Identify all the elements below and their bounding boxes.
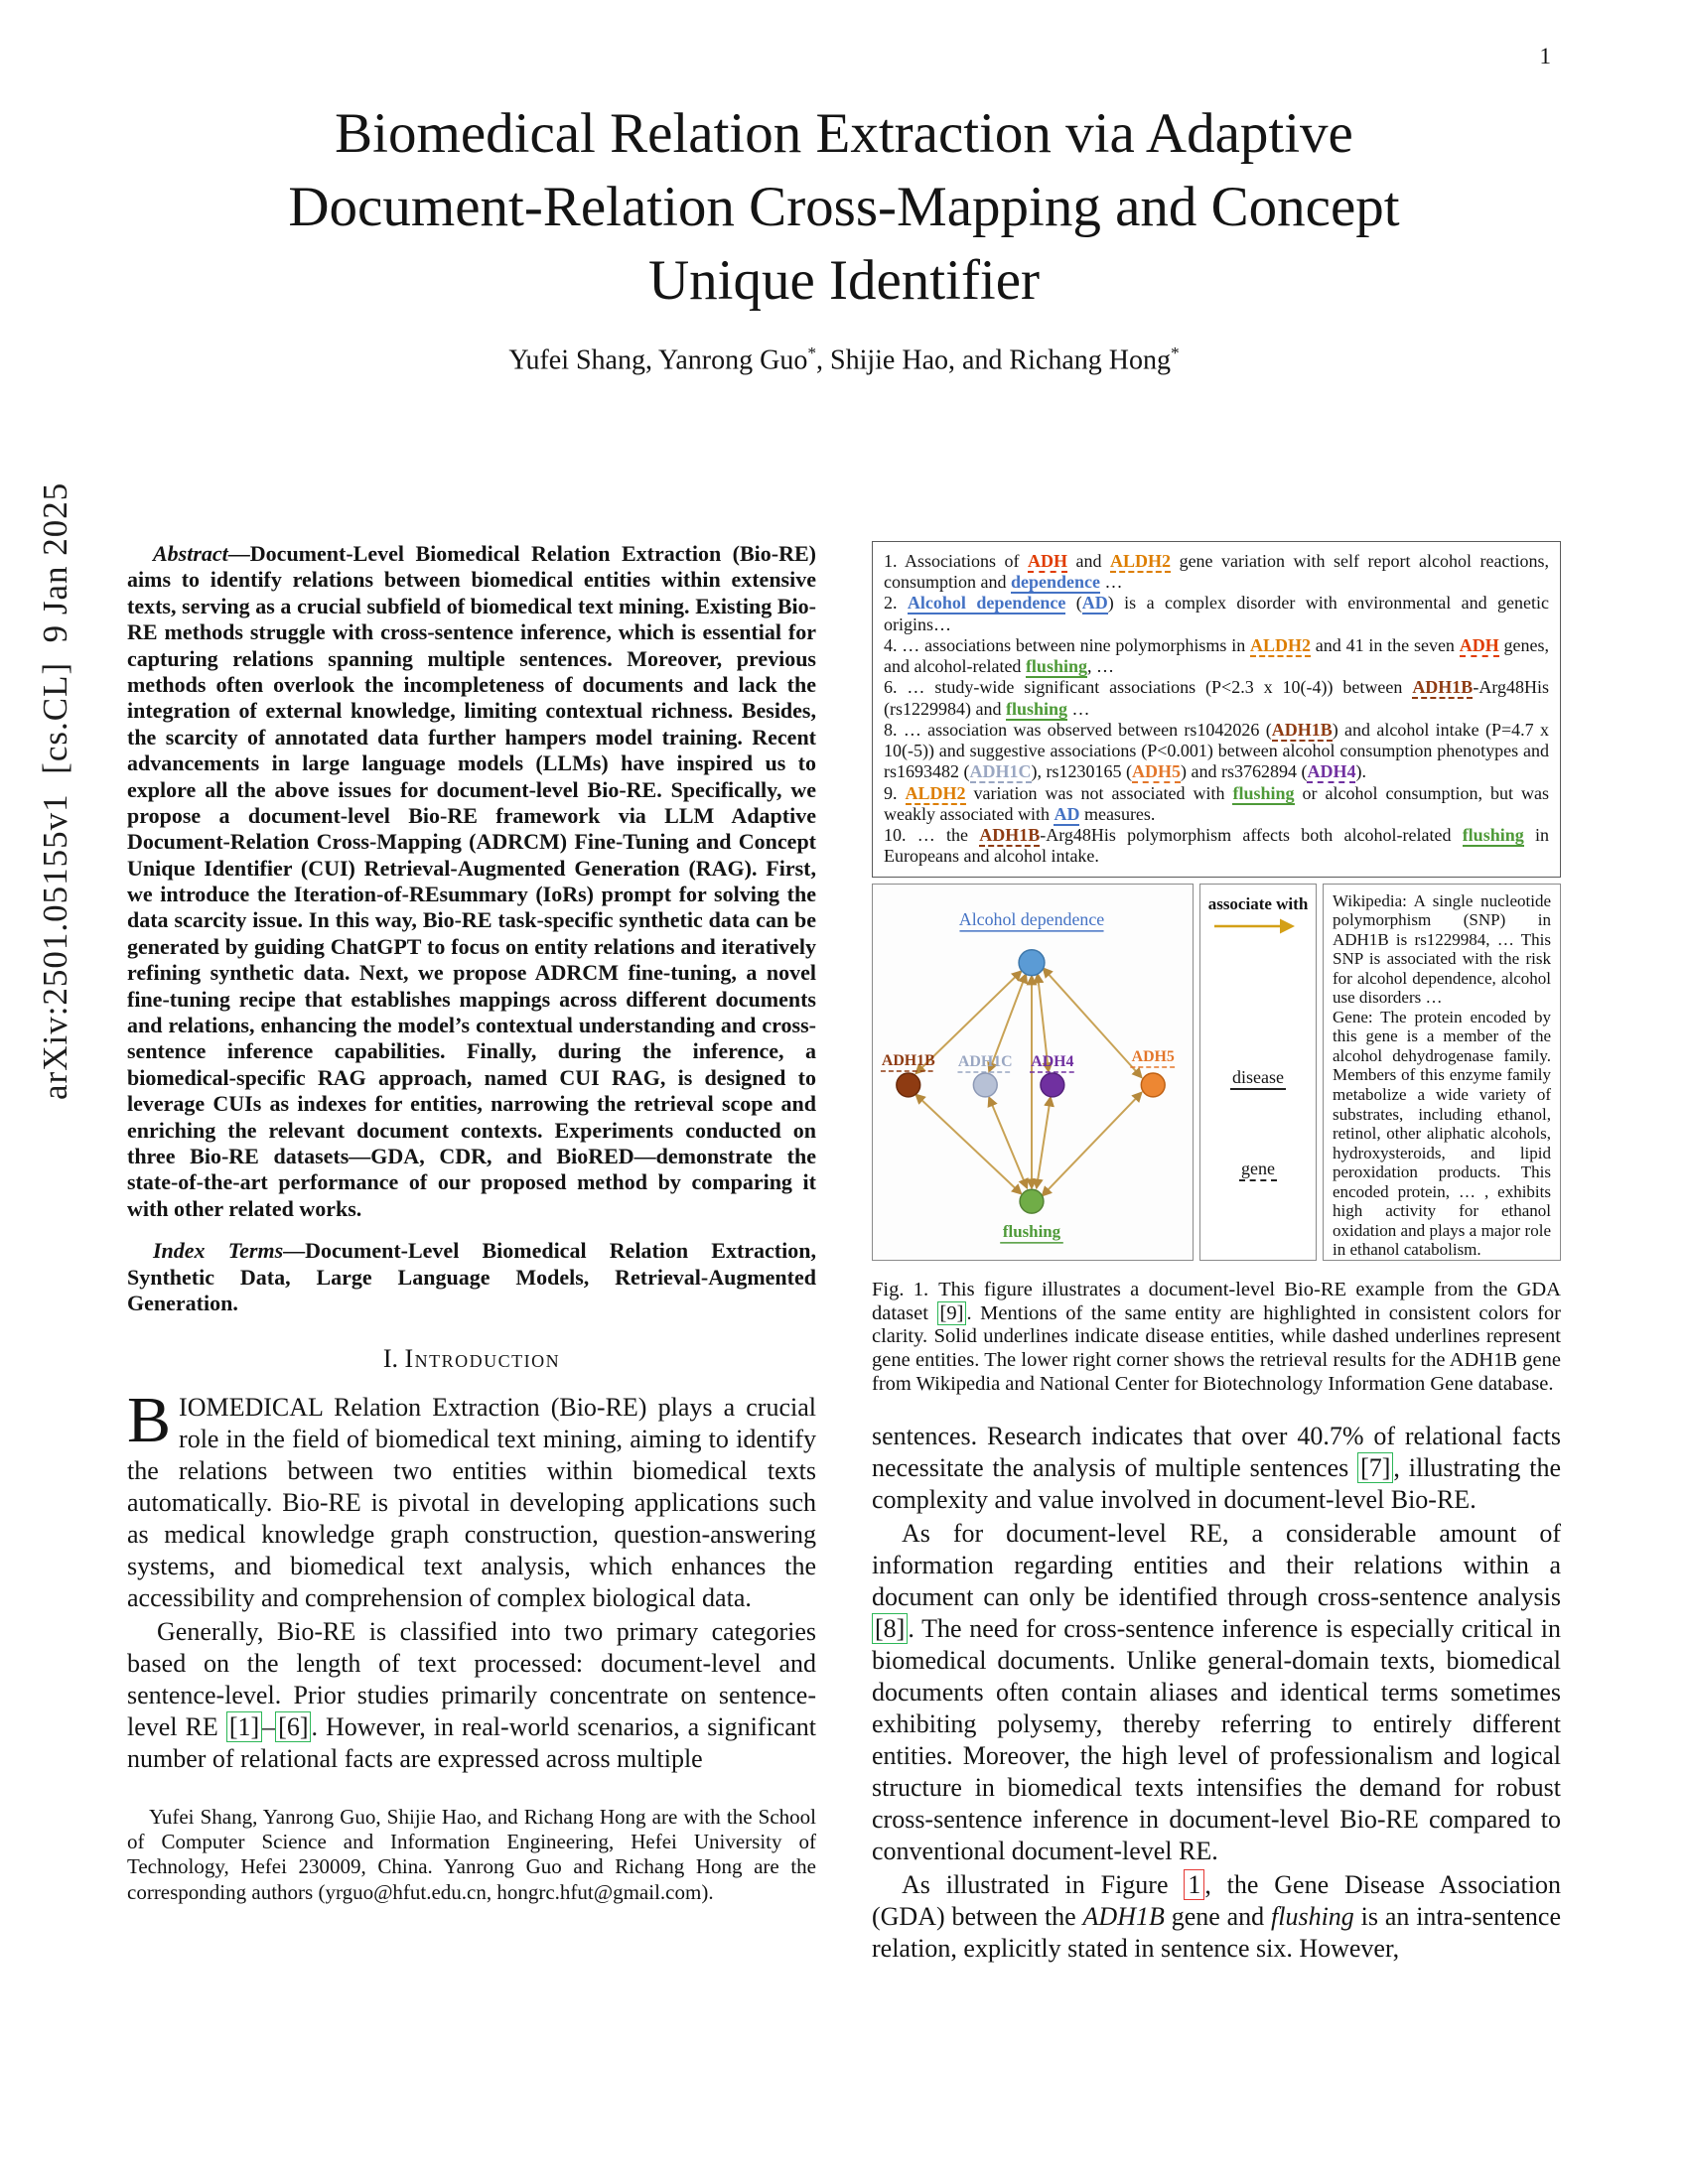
figure-ref-1[interactable]: 1 [1184, 1869, 1204, 1900]
node-alcohol-dependence [1019, 949, 1045, 975]
text-segment: ) and rs3762894 ( [1181, 761, 1308, 782]
cite-7[interactable]: [7] [1357, 1452, 1393, 1483]
text-segment: ), rs1230165 ( [1031, 761, 1132, 782]
text-segment: IOMEDICAL Relation Extraction (Bio-RE) plays a crucial role in the field of biomedical text mining, aiming to identify the relations between two entities within biomedical texts automatically. Bio-RE is pivotal in developing applications such as medical knowledge graph construction, question-answering systems, and biomedical text analysis, which enhances the accessibility and comprehension of complex biological data. [127, 1393, 816, 1613]
text-segment: , … [1086, 656, 1114, 677]
authors-line [127, 343, 1561, 376]
text-segment: – [262, 1712, 276, 1742]
text-segment: Generally, Bio-RE is classified into two primary categories based on the length of text processed: document-level and sentence-level. Prior studies primarily concentrate on sentence-level RE [127, 1617, 816, 1742]
entity-alcohol-dependence: Alcohol dependence [907, 593, 1066, 614]
entity-adh1c: ADH1C [969, 761, 1032, 782]
entity-adh4: ADH4 [1307, 761, 1356, 782]
text-segment: 4. … associations between nine polymorphisms in [884, 634, 1250, 655]
text-segment: sentences. Research indicates that over 40.7% of relational facts necessitate the analysis of multiple sentences [872, 1422, 1561, 1483]
node-adh5 [1141, 1073, 1165, 1097]
text-segment: or alcohol consumption, but was weakly associated with [884, 782, 1550, 824]
text-segment: B [127, 1384, 172, 1457]
section-number: I. [382, 1344, 398, 1374]
text-segment: genes, and alcohol-related [884, 634, 1550, 677]
text-segment: ADH1B [1082, 1901, 1165, 1931]
page-number: 1 [1539, 44, 1551, 68]
title-block [127, 97, 1561, 377]
entity-adh1b: ADH1B [979, 825, 1041, 846]
entity-aldh2: ALDH2 [1110, 551, 1172, 571]
entity-aldh2: ALDH2 [905, 782, 966, 803]
cite-8[interactable]: [8] [872, 1613, 908, 1644]
intro-paragraph-1 [127, 1384, 816, 1614]
node-label-adh5: ADH5 [1131, 1047, 1175, 1065]
left-column [127, 541, 816, 1965]
entity-flushing: flushing [1005, 698, 1068, 719]
title-line-3: Unique Identifier [647, 249, 1041, 313]
right-paragraph-3 [872, 1869, 1561, 1965]
legend-gene-label: gene [1239, 1159, 1277, 1181]
text-segment: ). [1355, 761, 1366, 782]
cite-9[interactable]: [9] [937, 1301, 967, 1325]
entity-adh: ADH [1028, 551, 1068, 571]
document-sentence-2 [884, 593, 1549, 634]
legend-disease-label: disease [1230, 1067, 1286, 1090]
entity-flushing: flushing [1462, 825, 1524, 846]
legend-disease [1200, 1067, 1316, 1088]
legend-associate-with [1200, 894, 1316, 934]
node-label-adh1c: ADH1C [957, 1052, 1013, 1070]
entity-aldh2: ALDH2 [1250, 634, 1312, 655]
author-footnote: Yufei Shang, Yanrong Guo, Shijie Hao, and Richang Hong are with the School of Computer Science and Information Engineering, Hefei University of Technology, Hefei 230009, China. Yanrong Guo and Richang Hong are the corresponding authors (yrguo@hfut.edu.cn, hongrc.hfut@gmail.com). [127, 1804, 816, 1904]
paper-title [127, 97, 1561, 318]
text-segment: , Shijie Hao, and Richang Hong [816, 344, 1171, 376]
entity-adh: ADH [1459, 634, 1499, 655]
text-segment: -Arg48His polymorphism affects both alcohol-related [1040, 825, 1463, 846]
section-title: Introduction [404, 1344, 561, 1374]
figure-1 [872, 541, 1561, 1397]
text-segment: Fig. 1. [872, 1278, 929, 1300]
node-adh1b [897, 1073, 920, 1097]
right-column [872, 541, 1561, 1965]
text-segment: 8. … association was observed between rs1042026 ( [884, 719, 1272, 740]
text-segment: Index Terms [153, 1238, 284, 1264]
associate-arrow-icon [1210, 918, 1306, 934]
text-segment: As for document-level RE, a considerable amount of information regarding entities and their relations within a document can only be identified through cross-sentence analysis [872, 1519, 1561, 1612]
entity-flushing: flushing [1025, 656, 1087, 677]
node-label-flushing: flushing [1002, 1221, 1061, 1241]
figure-entity-graph [872, 884, 1194, 1261]
legend-associate-with-label: associate with [1207, 893, 1309, 913]
kb-gene-text: Gene: The protein encoded by this gene is a member of the alcohol dehydrogenase family. Members of this enzyme family metabolize a wide variety of substrates, including ethanol, retinol, other aliphatic alcohols, hydroxysteroids, and lipid peroxidation products. This encoded protein, … , exhibits high activity for ethanol oxidation and plays a major role in ethanol catabolism. [1333, 1007, 1551, 1260]
text-segment: gene and [1164, 1901, 1272, 1931]
document-sentence-1 [884, 551, 1549, 593]
node-label-adh4: ADH4 [1031, 1052, 1074, 1070]
document-sentence-6 [884, 677, 1549, 719]
arxiv-watermark: arXiv:2501.05155v1 [cs.CL] 9 Jan 2025 [36, 481, 74, 1100]
text-segment: … [1100, 572, 1123, 593]
text-segment: measures. [1079, 803, 1156, 824]
intro-paragraph-2 [127, 1616, 816, 1775]
text-segment: 9. [884, 782, 906, 803]
text-segment: ) is a complex disorder with environmental and genetic origins… [884, 593, 1549, 634]
text-segment: and 41 in the seven [1311, 634, 1460, 655]
document-sentence-10 [884, 825, 1549, 867]
text-segment: flushing [1271, 1901, 1354, 1931]
figure-document-text [872, 541, 1561, 878]
title-line-1: Biomedical Relation Extraction via Adaptive [335, 102, 1353, 165]
entity-dependence: dependence [1011, 572, 1100, 593]
document-sentence-9 [884, 783, 1549, 825]
text-segment: . The need for cross-sentence inference is especially critical in biomedical documents. Unlike general-domain texts, biomedical documents often contain aliases and identical terms sometimes exhibiting polysemy, thereby referring to entirely different entities. Moreover, the high level of professionalism and logical structure in biomedical texts intensifies the demand for robust cross-sentence inference in document-level Bio-RE compared to conventional document-level RE. [872, 1614, 1561, 1866]
entity-adh5: ADH5 [1132, 761, 1181, 782]
text-segment: This figure illustrates a document-level Bio-RE example from the GDA dataset [872, 1278, 1561, 1324]
text-segment: ( [1065, 593, 1082, 614]
text-segment: 1. Associations of [884, 551, 1029, 571]
text-segment: Yufei Shang, Yanrong Guo [508, 344, 808, 376]
text-segment: 2. [884, 593, 908, 614]
right-paragraph-1 [872, 1421, 1561, 1516]
index-terms-paragraph [127, 1238, 816, 1316]
text-segment: As illustrated in Figure [902, 1870, 1185, 1899]
cite-1[interactable]: [1] [226, 1711, 262, 1742]
document-sentence-8 [884, 720, 1549, 783]
entity-adh1b: ADH1B [1412, 677, 1474, 698]
text-segment: 10. … the [884, 825, 980, 846]
entity-ad: AD [1081, 593, 1108, 614]
text-segment: , the Gene Disease Association (GDA) between the [872, 1870, 1561, 1931]
entity-graph-svg [873, 885, 1191, 1260]
text-segment: * [807, 343, 817, 363]
two-column-body [127, 541, 1561, 1965]
text-segment: , illustrating the complexity and value involved in document-level Bio-RE. [872, 1453, 1561, 1515]
text-segment: —Document-Level Biomedical Relation Extraction, Synthetic Data, Large Language Models, Retrieval-Augmented Generation. [127, 1238, 816, 1315]
figure-legend [1199, 884, 1317, 1261]
node-label-adh1b: ADH1B [881, 1051, 935, 1069]
text-segment: in Europeans and alcohol intake. [884, 825, 1549, 867]
text-segment: . However, in real-world scenarios, a significant number of relational facts are expressed across multiple [127, 1712, 816, 1773]
node-adh1c [973, 1073, 997, 1097]
node-flushing [1020, 1189, 1044, 1213]
right-paragraph-2 [872, 1518, 1561, 1867]
text-segment: … [1067, 698, 1090, 719]
figure-knowledge-panel [1323, 884, 1561, 1261]
text-segment: 6. … study-wide significant associations (P<2.3 x 10(-4)) between [884, 677, 1413, 698]
text-segment: variation was not associated with [965, 782, 1233, 803]
text-segment: Abstract [153, 541, 228, 566]
document-sentence-4 [884, 635, 1549, 677]
figure-lower-panels [872, 884, 1561, 1261]
text-segment: -Arg48His (rs1229984) and [884, 677, 1549, 719]
title-line-2: Document-Relation Cross-Mapping and Concept [288, 176, 1400, 239]
section-heading-introduction [127, 1344, 816, 1374]
figure-caption [872, 1279, 1561, 1398]
node-adh4 [1041, 1073, 1064, 1097]
entity-adh1b: ADH1B [1271, 719, 1333, 740]
entity-flushing: flushing [1232, 782, 1295, 803]
text-segment: . Mentions of the same entity are highlighted in consistent colors for clarity. Solid underlines indicate disease entities, while dashed underlines represent gene entities. The lower right corner shows the retrieval results for the ADH1B gene from Wikipedia and National Center for Biotechnology Information Gene database. [872, 1301, 1561, 1396]
graph-edges [916, 968, 1142, 1195]
abstract-paragraph [127, 541, 816, 1222]
text-segment: is an intra-sentence relation, explicitly stated in sentence six. However, [872, 1901, 1562, 1963]
legend-gene [1200, 1159, 1316, 1179]
text-segment: and [1067, 551, 1111, 571]
cite-6[interactable]: [6] [275, 1711, 311, 1742]
text-segment: ) and alcohol intake (P=4.7 x 10(-5)) and suggestive associations (P<0.001) between alcohol consumption phenotypes and rs1693482 ( [884, 719, 1549, 782]
entity-ad: AD [1054, 803, 1080, 824]
text-segment: gene variation with self report alcohol reactions, consumption and [884, 551, 1549, 593]
kb-wikipedia-text: Wikipedia: A single nucleotide polymorphism (SNP) in ADH1B is rs1229984, … This SNP is associated with the risk for alcohol dependence, alcohol use disorders … [1333, 890, 1551, 1008]
text-segment: * [1170, 343, 1180, 363]
node-label-alcohol-dependence: Alcohol dependence [958, 908, 1105, 929]
text-segment: —Document-Level Biomedical Relation Extraction (Bio-RE) aims to identify relations between biomedical entities within extensive texts, serving as a crucial subfield of biomedical text mining. Existing Bio-RE methods struggle with cross-sentence inference, which is essential for capturing relations spanning multiple sentences. Moreover, previous methods often overlook the incompleteness of documents and lack the integration of external knowledge, limiting contextual richness. Besides, the scarcity of annotated data further hampers model training. Recent advancements in large language models (LLMs) have inspired us to explore all the above issues for document-level Bio-RE. Specifically, we propose a document-level Bio-RE framework via LLM Adaptive Document-Relation Cross-Mapping (ADRCM) Fine-Tuning and Concept Unique Identifier (CUI) Retrieval-Augmented Generation (RAG). First, we introduce the Iteration-of-REsummary (IoRs) prompt for solving the data scarcity issue. In this way, Bio-RE task-specific synthetic data can be generated by guiding ChatGPT to focus on entity relations and iteratively refining synthetic data. Next, we propose ADRCM fine-tuning, a novel fine-tuning recipe that establishes mappings across different documents and relations, enhancing the model’s contextual understanding and cross-sentence inference capabilities. Finally, during the inference, a biomedical-specific RAG approach, named CUI RAG, is designed to leverage CUIs as indexes for entities, narrowing the retrieval scope and enriching the relevant document contexts. Experiments conducted on three Bio-RE datasets—GDA, CDR, and BioRED—demonstrate the state-of-the-art performance of our proposed method by comparing it with other related works. [127, 541, 816, 1221]
